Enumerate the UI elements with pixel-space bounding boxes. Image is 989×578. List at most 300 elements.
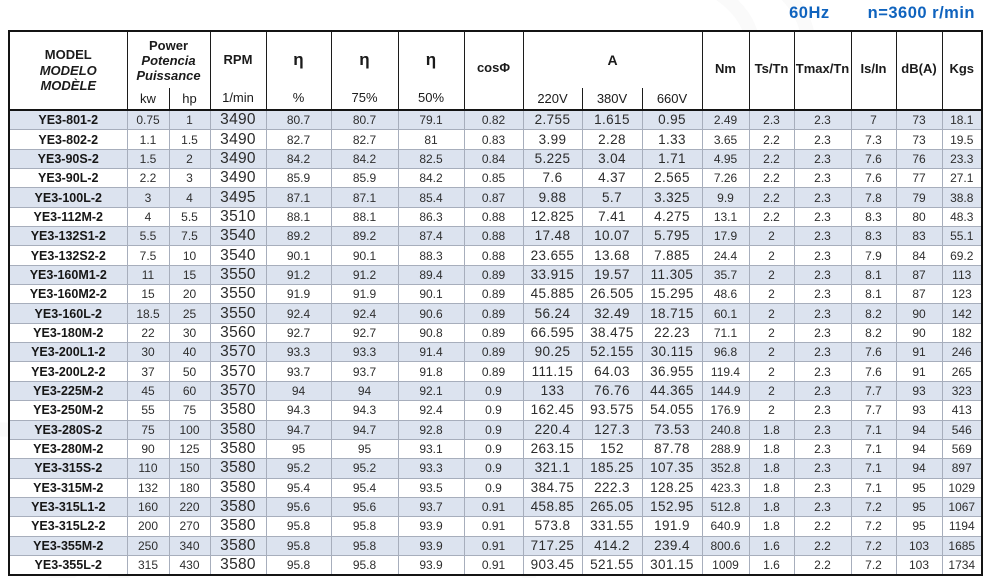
cell-model: YE3-802-2: [9, 130, 127, 149]
cell-a-220v: 7.6: [523, 169, 582, 188]
cell-a-380v: 13.68: [582, 246, 642, 265]
cell-rpm: 3550: [210, 285, 266, 304]
cell-ts-tn: 1.8: [749, 497, 794, 516]
cell-kgs: 182: [942, 323, 982, 342]
cell-db-a: 90: [896, 304, 942, 323]
cell-db-a: 103: [896, 536, 942, 555]
cell-db-a: 76: [896, 149, 942, 168]
model-label-es: MODELO: [39, 62, 97, 78]
cell-ts-tn: 2.2: [749, 207, 794, 226]
cell-a-660v: 3.325: [642, 188, 702, 207]
cell-ts-tn: 2.2: [749, 130, 794, 149]
cell-eta-75: 87.1: [331, 188, 398, 207]
cell-ts-tn: 1.8: [749, 478, 794, 497]
cell-a-660v: 128.25: [642, 478, 702, 497]
cell-nm: 144.9: [702, 381, 749, 400]
cell-ts-tn: 2.2: [749, 188, 794, 207]
cell-a-660v: 36.955: [642, 362, 702, 381]
cell-eta-full: 84.2: [266, 149, 331, 168]
cell-a-380v: 52.155: [582, 343, 642, 362]
cell-model: YE3-132S2-2: [9, 246, 127, 265]
cell-db-a: 79: [896, 188, 942, 207]
cell-eta-50: 92.8: [398, 420, 464, 439]
cell-a-220v: 17.48: [523, 227, 582, 246]
cell-model: YE3-132S1-2: [9, 227, 127, 246]
cell-a-660v: 191.9: [642, 517, 702, 536]
cell-cos-phi: 0.91: [464, 517, 523, 536]
cell-kw: 11: [127, 265, 169, 284]
cell-kw: 0.75: [127, 110, 169, 130]
cell-hp: 7.5: [169, 227, 210, 246]
cell-tmax-tn: 2.3: [794, 130, 851, 149]
cell-kgs: 69.2: [942, 246, 982, 265]
cell-rpm: 3580: [210, 459, 266, 478]
cell-ts-tn: 2: [749, 362, 794, 381]
cell-a-660v: 1.33: [642, 130, 702, 149]
cell-hp: 100: [169, 420, 210, 439]
cell-kw: 132: [127, 478, 169, 497]
table-row: [9, 285, 982, 304]
cell-db-a: 95: [896, 478, 942, 497]
cell-nm: 119.4: [702, 362, 749, 381]
cell-a-660v: 30.115: [642, 343, 702, 362]
table-header: [9, 31, 982, 110]
cell-eta-full: 90.1: [266, 246, 331, 265]
cell-is-in: 7.1: [851, 420, 896, 439]
cell-is-in: 8.2: [851, 304, 896, 323]
cell-eta-75: 91.9: [331, 285, 398, 304]
cell-kgs: 123: [942, 285, 982, 304]
cell-nm: 640.9: [702, 517, 749, 536]
cell-eta-full: 93.3: [266, 343, 331, 362]
cell-eta-50: 90.8: [398, 323, 464, 342]
cell-kgs: 1194: [942, 517, 982, 536]
cell-a-220v: 384.75: [523, 478, 582, 497]
caption-bar: [789, 4, 975, 23]
cell-ts-tn: 1.6: [749, 536, 794, 555]
cell-db-a: 73: [896, 130, 942, 149]
cell-kw: 2.2: [127, 169, 169, 188]
cell-rpm: 3580: [210, 497, 266, 516]
eta-75-sub-label: 75%: [351, 90, 378, 105]
cell-a-220v: 573.8: [523, 517, 582, 536]
cell-kgs: 546: [942, 420, 982, 439]
cell-kw: 1.5: [127, 149, 169, 168]
cell-eta-50: 79.1: [398, 110, 464, 130]
table-row: [9, 169, 982, 188]
table-row: [9, 343, 982, 362]
cell-eta-50: 93.9: [398, 517, 464, 536]
cell-rpm: 3560: [210, 323, 266, 342]
cell-a-220v: 56.24: [523, 304, 582, 323]
cell-is-in: 7.2: [851, 497, 896, 516]
cell-ts-tn: 2: [749, 304, 794, 323]
table-row: [9, 401, 982, 420]
cell-eta-50: 93.5: [398, 478, 464, 497]
cell-hp: 340: [169, 536, 210, 555]
cell-a-220v: 2.755: [523, 110, 582, 130]
rpm-unit-label: 1/min: [222, 90, 254, 105]
cell-db-a: 87: [896, 285, 942, 304]
table-row: [9, 265, 982, 284]
cell-a-220v: 5.225: [523, 149, 582, 168]
cell-tmax-tn: 2.3: [794, 246, 851, 265]
cell-ts-tn: 2: [749, 246, 794, 265]
cell-eta-full: 89.2: [266, 227, 331, 246]
cell-tmax-tn: 2.3: [794, 149, 851, 168]
cell-db-a: 95: [896, 497, 942, 516]
cell-kgs: 23.3: [942, 149, 982, 168]
cell-nm: 48.6: [702, 285, 749, 304]
cell-eta-full: 95.8: [266, 517, 331, 536]
table-row: [9, 362, 982, 381]
cell-kgs: 38.8: [942, 188, 982, 207]
cell-tmax-tn: 2.3: [794, 439, 851, 458]
table-row: [9, 478, 982, 497]
cell-model: YE3-100L-2: [9, 188, 127, 207]
cell-kgs: 265: [942, 362, 982, 381]
table-row: [9, 304, 982, 323]
cell-eta-full: 94.3: [266, 401, 331, 420]
col-header-380v: 380V: [582, 88, 642, 110]
cell-a-380v: 38.475: [582, 323, 642, 342]
cell-is-in: 7.2: [851, 555, 896, 575]
cell-eta-75: 89.2: [331, 227, 398, 246]
cell-nm: 13.1: [702, 207, 749, 226]
cell-model: YE3-200L2-2: [9, 362, 127, 381]
cell-nm: 423.3: [702, 478, 749, 497]
col-header-dba: dB(A): [896, 31, 942, 110]
cell-hp: 5.5: [169, 207, 210, 226]
cell-a-660v: 5.795: [642, 227, 702, 246]
cell-db-a: 95: [896, 517, 942, 536]
col-header-nm: Nm: [702, 31, 749, 110]
cell-a-380v: 185.25: [582, 459, 642, 478]
cell-cos-phi: 0.9: [464, 401, 523, 420]
cell-rpm: 3510: [210, 207, 266, 226]
cell-eta-50: 84.2: [398, 169, 464, 188]
cell-a-380v: 152: [582, 439, 642, 458]
cell-eta-full: 95.2: [266, 459, 331, 478]
cell-kw: 37: [127, 362, 169, 381]
cell-nm: 35.7: [702, 265, 749, 284]
model-label-en: MODEL: [44, 47, 92, 63]
cell-rpm: 3490: [210, 169, 266, 188]
cell-cos-phi: 0.9: [464, 420, 523, 439]
cell-db-a: 80: [896, 207, 942, 226]
cell-model: YE3-355M-2: [9, 536, 127, 555]
cell-hp: 40: [169, 343, 210, 362]
cell-hp: 4: [169, 188, 210, 207]
cell-tmax-tn: 2.3: [794, 285, 851, 304]
cell-a-220v: 3.99: [523, 130, 582, 149]
col-header-660v: 660V: [642, 88, 702, 110]
cell-tmax-tn: 2.3: [794, 497, 851, 516]
cell-cos-phi: 0.9: [464, 459, 523, 478]
cell-kw: 75: [127, 420, 169, 439]
cell-is-in: 7.1: [851, 478, 896, 497]
col-header-model: [9, 31, 127, 110]
cell-db-a: 94: [896, 459, 942, 478]
cell-a-380v: 7.41: [582, 207, 642, 226]
cell-a-380v: 331.55: [582, 517, 642, 536]
cell-a-220v: 458.85: [523, 497, 582, 516]
cell-rpm: 3580: [210, 401, 266, 420]
cell-nm: 800.6: [702, 536, 749, 555]
cell-hp: 2: [169, 149, 210, 168]
cell-rpm: 3540: [210, 246, 266, 265]
cell-eta-50: 93.9: [398, 555, 464, 575]
cell-eta-50: 92.1: [398, 381, 464, 400]
cell-is-in: 7: [851, 110, 896, 130]
cell-eta-50: 90.1: [398, 285, 464, 304]
table-row: [9, 207, 982, 226]
cell-db-a: 94: [896, 439, 942, 458]
cell-db-a: 93: [896, 401, 942, 420]
table-row: [9, 497, 982, 516]
cell-hp: 3: [169, 169, 210, 188]
cell-cos-phi: 0.91: [464, 497, 523, 516]
table-row: [9, 555, 982, 575]
cell-is-in: 7.9: [851, 246, 896, 265]
cell-ts-tn: 1.8: [749, 420, 794, 439]
table-row: [9, 420, 982, 439]
cell-db-a: 84: [896, 246, 942, 265]
cell-kgs: 897: [942, 459, 982, 478]
cell-a-220v: 12.825: [523, 207, 582, 226]
cell-cos-phi: 0.88: [464, 227, 523, 246]
col-header-amps: A: [523, 31, 702, 88]
cell-nm: 9.9: [702, 188, 749, 207]
cell-a-660v: 54.055: [642, 401, 702, 420]
col-header-cos-phi: cosΦ: [464, 31, 523, 110]
col-header-power: [127, 31, 210, 88]
model-label-fr: MODÈLE: [40, 78, 97, 94]
cell-eta-75: 82.7: [331, 130, 398, 149]
cell-hp: 50: [169, 362, 210, 381]
cell-eta-full: 93.7: [266, 362, 331, 381]
cell-kw: 45: [127, 381, 169, 400]
cell-eta-75: 80.7: [331, 110, 398, 130]
col-header-eta-75: [331, 31, 398, 110]
cell-cos-phi: 0.88: [464, 246, 523, 265]
cell-model: YE3-160M1-2: [9, 265, 127, 284]
cell-is-in: 7.8: [851, 188, 896, 207]
cell-cos-phi: 0.89: [464, 343, 523, 362]
cell-cos-phi: 0.88: [464, 207, 523, 226]
spec-table-body: [9, 110, 982, 575]
cell-kgs: 1067: [942, 497, 982, 516]
cell-model: YE3-315L1-2: [9, 497, 127, 516]
cell-a-220v: 90.25: [523, 343, 582, 362]
cell-eta-75: 88.1: [331, 207, 398, 226]
cell-eta-75: 92.4: [331, 304, 398, 323]
cell-nm: 71.1: [702, 323, 749, 342]
cell-a-380v: 26.505: [582, 285, 642, 304]
cell-is-in: 7.6: [851, 169, 896, 188]
cell-kw: 3: [127, 188, 169, 207]
spec-table: [8, 30, 983, 576]
cell-tmax-tn: 2.3: [794, 381, 851, 400]
cell-is-in: 8.1: [851, 285, 896, 304]
cell-tmax-tn: 2.3: [794, 343, 851, 362]
cell-a-380v: 32.49: [582, 304, 642, 323]
frequency-label: 60Hz: [789, 4, 830, 22]
cell-kgs: 48.3: [942, 207, 982, 226]
cell-ts-tn: 1.8: [749, 439, 794, 458]
cell-kw: 15: [127, 285, 169, 304]
cell-a-660v: 152.95: [642, 497, 702, 516]
power-label-es: Potencia: [141, 52, 196, 68]
cell-cos-phi: 0.91: [464, 555, 523, 575]
cell-cos-phi: 0.89: [464, 323, 523, 342]
cell-eta-full: 95.8: [266, 555, 331, 575]
cell-a-660v: 18.715: [642, 304, 702, 323]
table-row: [9, 130, 982, 149]
cell-ts-tn: 2.3: [749, 110, 794, 130]
col-header-is-in: Is/In: [851, 31, 896, 110]
cell-a-380v: 127.3: [582, 420, 642, 439]
cell-hp: 220: [169, 497, 210, 516]
cell-tmax-tn: 2.3: [794, 169, 851, 188]
cell-kgs: 142: [942, 304, 982, 323]
col-header-rpm: [210, 31, 266, 110]
cell-db-a: 73: [896, 110, 942, 130]
cell-rpm: 3580: [210, 555, 266, 575]
cell-hp: 180: [169, 478, 210, 497]
cell-tmax-tn: 2.2: [794, 555, 851, 575]
cell-a-220v: 45.885: [523, 285, 582, 304]
cell-nm: 512.8: [702, 497, 749, 516]
cell-eta-full: 91.9: [266, 285, 331, 304]
cell-a-660v: 15.295: [642, 285, 702, 304]
cell-eta-75: 95.8: [331, 555, 398, 575]
cell-nm: 176.9: [702, 401, 749, 420]
cell-model: YE3-315L2-2: [9, 517, 127, 536]
cell-eta-50: 91.8: [398, 362, 464, 381]
cell-tmax-tn: 2.3: [794, 401, 851, 420]
cell-cos-phi: 0.82: [464, 110, 523, 130]
cell-eta-50: 85.4: [398, 188, 464, 207]
cell-model: YE3-280S-2: [9, 420, 127, 439]
cell-cos-phi: 0.85: [464, 169, 523, 188]
cell-nm: 60.1: [702, 304, 749, 323]
cell-a-380v: 19.57: [582, 265, 642, 284]
cell-a-380v: 414.2: [582, 536, 642, 555]
cell-hp: 1.5: [169, 130, 210, 149]
cell-model: YE3-90L-2: [9, 169, 127, 188]
cell-a-660v: 107.35: [642, 459, 702, 478]
cell-hp: 1: [169, 110, 210, 130]
cell-rpm: 3490: [210, 110, 266, 130]
cell-cos-phi: 0.89: [464, 362, 523, 381]
cell-is-in: 7.1: [851, 459, 896, 478]
cell-a-660v: 1.71: [642, 149, 702, 168]
rpm-label: RPM: [223, 52, 253, 67]
cell-tmax-tn: 2.3: [794, 478, 851, 497]
cell-kgs: 55.1: [942, 227, 982, 246]
eta-symbol: η: [293, 49, 304, 69]
cell-eta-50: 91.4: [398, 343, 464, 362]
cell-kw: 22: [127, 323, 169, 342]
cell-db-a: 91: [896, 343, 942, 362]
table-row: [9, 517, 982, 536]
cell-ts-tn: 2.2: [749, 149, 794, 168]
cell-nm: 24.4: [702, 246, 749, 265]
table-row: [9, 149, 982, 168]
cell-eta-full: 80.7: [266, 110, 331, 130]
col-header-eta-full: [266, 31, 331, 110]
cell-a-220v: 33.915: [523, 265, 582, 284]
cell-kw: 30: [127, 343, 169, 362]
cell-kw: 250: [127, 536, 169, 555]
speed-label: n=3600 r/min: [867, 4, 975, 22]
cell-model: YE3-315M-2: [9, 478, 127, 497]
cell-ts-tn: 2: [749, 381, 794, 400]
cell-eta-50: 93.9: [398, 536, 464, 555]
cell-eta-75: 91.2: [331, 265, 398, 284]
cell-tmax-tn: 2.3: [794, 265, 851, 284]
cell-db-a: 103: [896, 555, 942, 575]
cell-nm: 4.95: [702, 149, 749, 168]
cell-kgs: 19.5: [942, 130, 982, 149]
cell-hp: 10: [169, 246, 210, 265]
cell-hp: 75: [169, 401, 210, 420]
cell-model: YE3-355L-2: [9, 555, 127, 575]
table-row: [9, 110, 982, 130]
cell-a-220v: 321.1: [523, 459, 582, 478]
cell-is-in: 7.1: [851, 439, 896, 458]
cell-nm: 2.49: [702, 110, 749, 130]
cell-tmax-tn: 2.3: [794, 420, 851, 439]
cell-kw: 7.5: [127, 246, 169, 265]
cell-eta-75: 94.7: [331, 420, 398, 439]
cell-is-in: 7.7: [851, 401, 896, 420]
cell-db-a: 94: [896, 420, 942, 439]
cell-rpm: 3580: [210, 517, 266, 536]
cell-eta-50: 92.4: [398, 401, 464, 420]
cell-nm: 240.8: [702, 420, 749, 439]
cell-is-in: 7.6: [851, 343, 896, 362]
cell-eta-50: 93.3: [398, 459, 464, 478]
col-header-kw: kw: [127, 88, 169, 110]
cell-tmax-tn: 2.2: [794, 517, 851, 536]
cell-cos-phi: 0.9: [464, 381, 523, 400]
cell-a-380v: 1.615: [582, 110, 642, 130]
cell-a-220v: 903.45: [523, 555, 582, 575]
cell-eta-full: 95.6: [266, 497, 331, 516]
cell-cos-phi: 0.83: [464, 130, 523, 149]
cell-nm: 288.9: [702, 439, 749, 458]
cell-a-660v: 22.23: [642, 323, 702, 342]
cell-eta-50: 82.5: [398, 149, 464, 168]
cell-cos-phi: 0.89: [464, 285, 523, 304]
cell-a-380v: 521.55: [582, 555, 642, 575]
cell-nm: 1009: [702, 555, 749, 575]
cell-hp: 270: [169, 517, 210, 536]
cell-eta-75: 90.1: [331, 246, 398, 265]
cell-a-660v: 2.565: [642, 169, 702, 188]
cell-a-660v: 239.4: [642, 536, 702, 555]
cell-a-380v: 5.7: [582, 188, 642, 207]
power-label-fr: Puissance: [136, 67, 201, 83]
cell-a-380v: 10.07: [582, 227, 642, 246]
cell-hp: 430: [169, 555, 210, 575]
cell-db-a: 77: [896, 169, 942, 188]
cell-eta-full: 95.8: [266, 536, 331, 555]
col-header-tmax-tn: Tmax/Tn: [794, 31, 851, 110]
cell-eta-75: 94.3: [331, 401, 398, 420]
